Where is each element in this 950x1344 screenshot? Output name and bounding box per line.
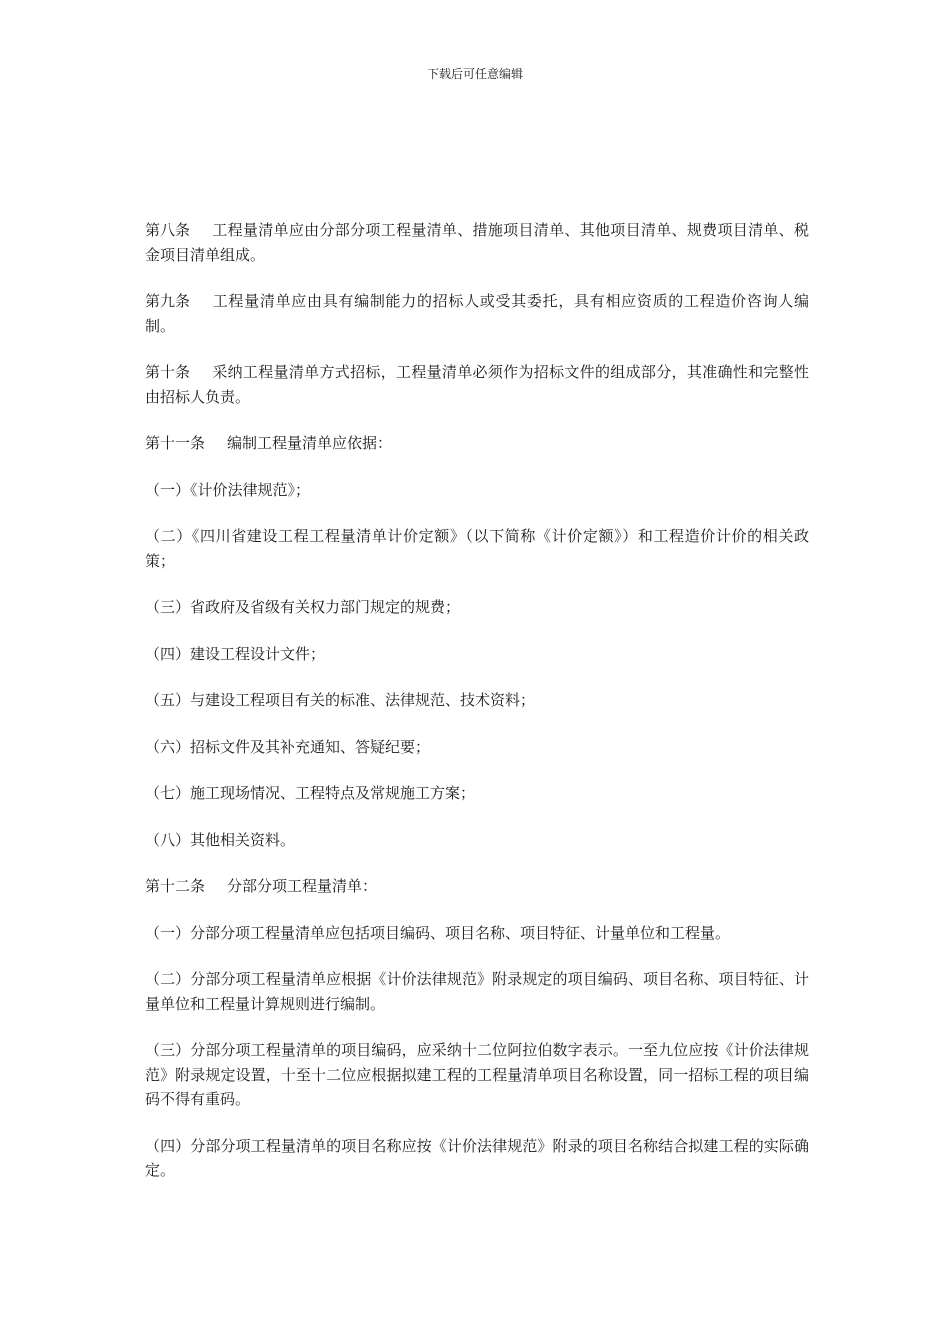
list-item xyxy=(145,642,809,667)
article-text: 工程量清单应由分部分项工程量清单、措施项目清单、其他项目清单、规费项目清单、税金项目清单组成。 xyxy=(145,221,809,264)
list-item xyxy=(145,1134,809,1183)
list-item-text: （二）分部分项工程量清单应根据《计价法律规范》附录规定的项目编码、项目名称、项目特征、计量单位和工程量计算规则进行编制。 xyxy=(145,970,809,1013)
article-number: 第十条 xyxy=(145,363,191,381)
article-text: 编制工程量清单应依据： xyxy=(227,434,393,452)
list-item xyxy=(145,921,809,946)
article-number: 第九条 xyxy=(145,292,191,310)
list-item-text: （四）建设工程设计文件； xyxy=(145,644,326,663)
article-11 xyxy=(145,431,809,456)
article-9 xyxy=(145,289,809,338)
list-item xyxy=(145,828,809,853)
list-item xyxy=(145,735,809,760)
article-text: 采纳工程量清单方式招标，工程量清单必须作为招标文件的组成部分，其准确性和完整性由招标人负责。 xyxy=(145,363,809,406)
list-item xyxy=(145,1038,809,1112)
list-item-text: （五）与建设工程项目有关的标准、法律规范、技术资料； xyxy=(145,691,536,709)
list-item-text: （三）省政府及省级有关权力部门规定的规费； xyxy=(145,598,461,616)
document-body xyxy=(145,218,809,1205)
list-item-text: （六）招标文件及其补充通知、答疑纪要； xyxy=(145,737,431,756)
list-item-text: （八）其他相关资料。 xyxy=(145,830,296,849)
list-item xyxy=(145,967,809,1016)
list-item-text: （二）《四川省建设工程工程量清单计价定额》（以下简称《计价定额》）和工程造价计价的相关政策； xyxy=(145,527,809,570)
list-item-text: （四）分部分项工程量清单的项目名称应按《计价法律规范》附录的项目名称结合拟建工程的实际确定。 xyxy=(145,1136,809,1179)
article-8 xyxy=(145,218,809,267)
list-item-text: （一）分部分项工程量清单应包括项目编码、项目名称、项目特征、计量单位和工程量。 xyxy=(145,923,731,942)
page-header-note: 下载后可任意编辑 xyxy=(426,67,523,81)
article-text: 工程量清单应由具有编制能力的招标人或受其委托，具有相应资质的工程造价咨询人编制。 xyxy=(145,292,809,335)
list-item-text: （七）施工现场情况、工程特点及常规施工方案； xyxy=(145,784,476,802)
list-item xyxy=(145,595,809,620)
list-item-text: （三）分部分项工程量清单的项目编码，应采纳十二位阿拉伯数字表示。一至九位应按《计价法律规范》附录规定设置，十至十二位应根据拟建工程的工程量清单项目名称设置，同一招标工程的项目编码不得有重码。 xyxy=(145,1041,809,1108)
article-number: 第十二条 xyxy=(145,877,206,895)
article-12 xyxy=(145,874,809,899)
list-item xyxy=(145,478,809,503)
article-number: 第八条 xyxy=(145,221,191,239)
article-10 xyxy=(145,360,809,409)
list-item xyxy=(145,781,809,806)
article-text: 分部分项工程量清单： xyxy=(227,877,378,895)
article-number: 第十一条 xyxy=(145,434,206,452)
list-item xyxy=(145,688,809,713)
list-item-text: （一）《计价法律规范》； xyxy=(145,480,311,499)
list-item xyxy=(145,524,809,573)
